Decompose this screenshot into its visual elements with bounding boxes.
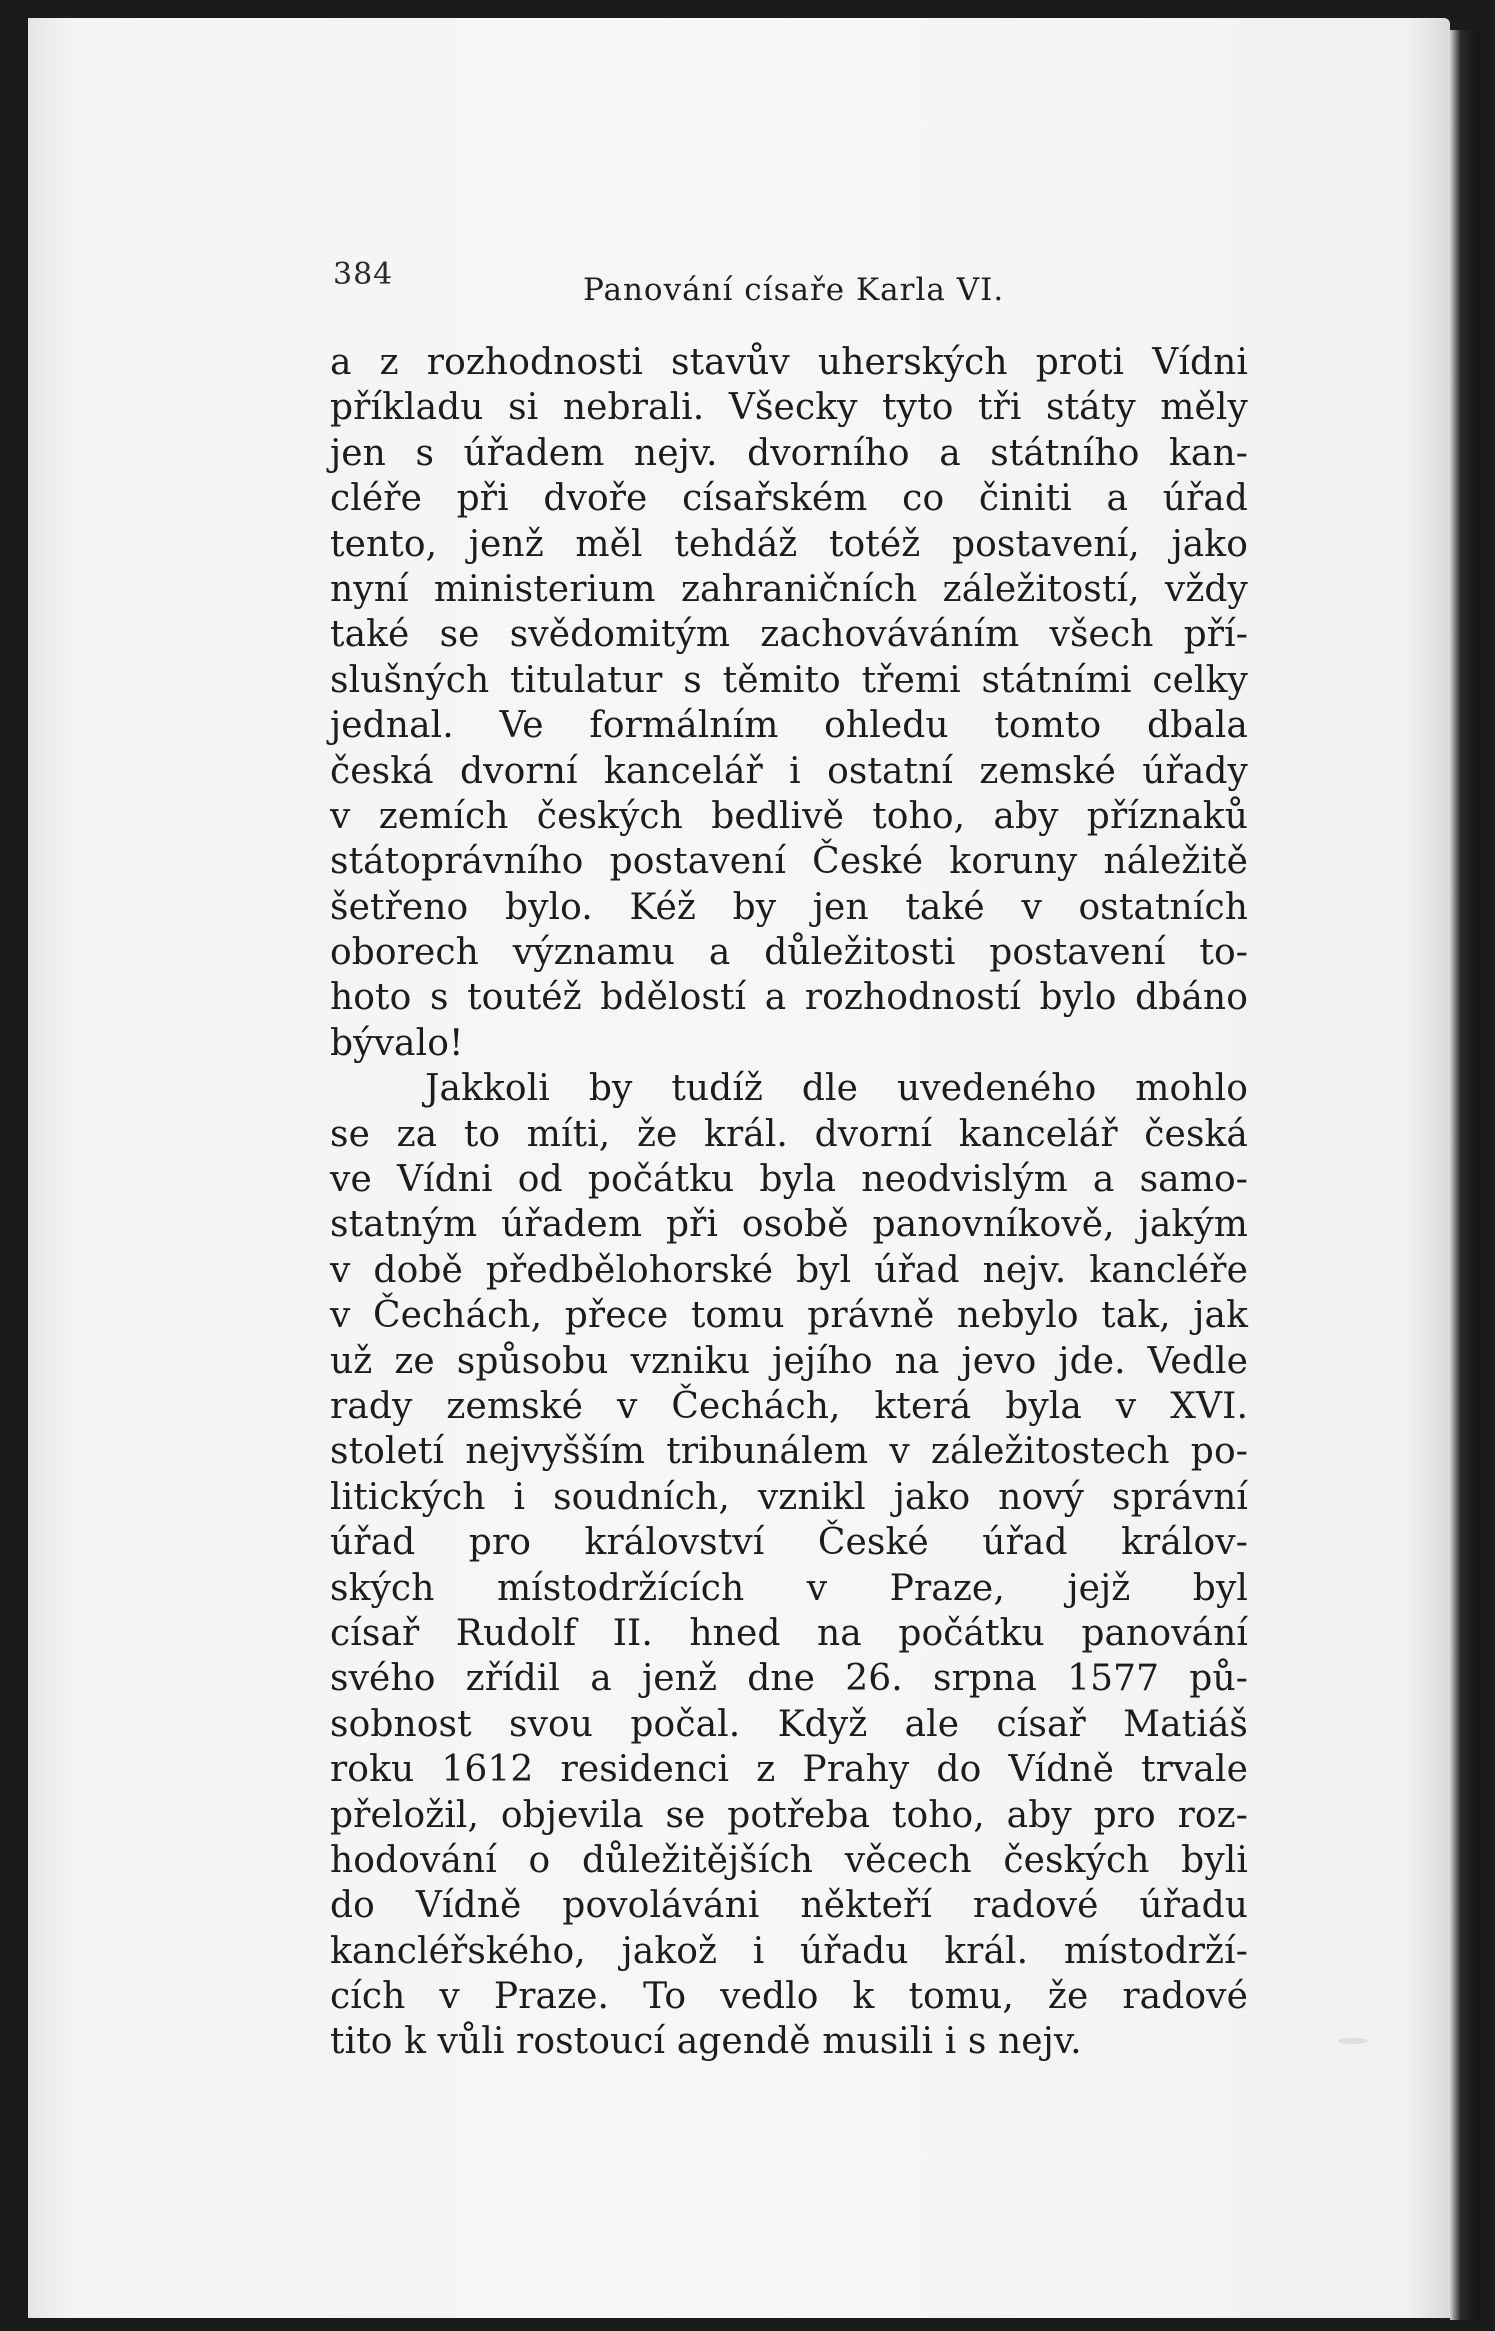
text-line: sobnost svou počal. Když ale císař Matiáš [330,1703,1248,1745]
body-text [330,340,1248,2065]
text-line: příkladu si nebrali. Všecky tyto tři státy měly [330,387,1248,429]
text-line: úřad pro království České úřad králov- [330,1522,1248,1564]
text-line: nyní ministerium zahraničních záležitostí, vždy [330,568,1248,610]
text-line: svého zřídil a jenž dne 26. srpna 1577 pů- [330,1658,1248,1700]
paragraph-2 [330,1066,1248,2065]
paragraph-1 [330,340,1248,1066]
text-line: století nejvyšším tribunálem v záležitostech po- [330,1431,1248,1473]
text-line: litických i soudních, vznikl jako nový správní [330,1476,1248,1518]
text-line: přeložil, objevila se potřeba toho, aby pro roz- [330,1794,1248,1836]
text-line: roku 1612 residenci z Prahy do Vídně trvale [330,1749,1248,1791]
page-number: 384 [333,257,394,292]
text-line: oborech významu a důležitosti postavení to- [330,932,1248,974]
text-line: jednal. Ve formálním ohledu tomto dbala [330,705,1248,747]
text-line: tito k vůli rostoucí agendě musili i s nejv. [330,2021,1082,2063]
text-line: a z rozhodnosti stavův uherských proti Vídni [330,342,1248,383]
running-title: Panování císaře Karla VI. [583,272,1005,308]
text-line: v Čechách, přece tomu právně nebylo tak, jak [330,1295,1248,1337]
text-line: rady zemské v Čechách, která byla v XVI. [330,1385,1248,1427]
text-line: ve Vídni od počátku byla neodvislým a samo- [330,1159,1248,1201]
page-edge-shadow [1450,30,1480,2320]
text-line: v době předbělohorské byl úřad nejv. kancléře [330,1249,1248,1291]
text-line: jen s úřadem nejv. dvorního a státního kan- [330,432,1248,474]
paper-stain [1338,2038,1368,2044]
text-line: statným úřadem při osobě panovníkově, jakým [330,1204,1248,1246]
text-line: se za to míti, že král. dvorní kancelář česká [330,1113,1248,1155]
text-line: hodování o důležitějších věcech českých byli [330,1839,1248,1881]
text-line: šetřeno bylo. Kéž by jen také v ostatních [330,886,1248,928]
text-line: tento, jenž měl tehdáž totéž postavení, jako [330,523,1248,565]
text-line: kancléřského, jakož i úřadu král. místodrží- [330,1930,1248,1972]
text-line: v zemích českých bedlivě toho, aby příznaků [330,795,1248,837]
text-line: cléře při dvoře císařském co činiti a úřad [330,478,1248,520]
text-line: státoprávního postavení České koruny náležitě [330,841,1248,883]
text-line: hoto s toutéž bdělostí a rozhodností bylo dbáno [330,977,1248,1019]
text-line: bývalo! [330,1022,464,1064]
text-line: slušných titulatur s těmito třemi státními celky [330,659,1248,701]
text-line: už ze spůsobu vzniku jejího na jevo jde. Vedle [330,1340,1248,1382]
text-line: ských místodržících v Praze, jejž byl [330,1567,1248,1609]
text-line: císař Rudolf II. hned na počátku panování [330,1612,1248,1654]
text-line: Jakkoli by tudíž dle uvedeného mohlo [425,1068,1248,1110]
text-line: cích v Praze. To vedlo k tomu, že radové [330,1976,1248,2018]
text-line: také se svědomitým zachováváním všech pří- [330,614,1248,656]
text-line: česká dvorní kancelář i ostatní zemské úřady [330,750,1248,792]
text-line: do Vídně povoláváni někteří radové úřadu [330,1885,1248,1927]
